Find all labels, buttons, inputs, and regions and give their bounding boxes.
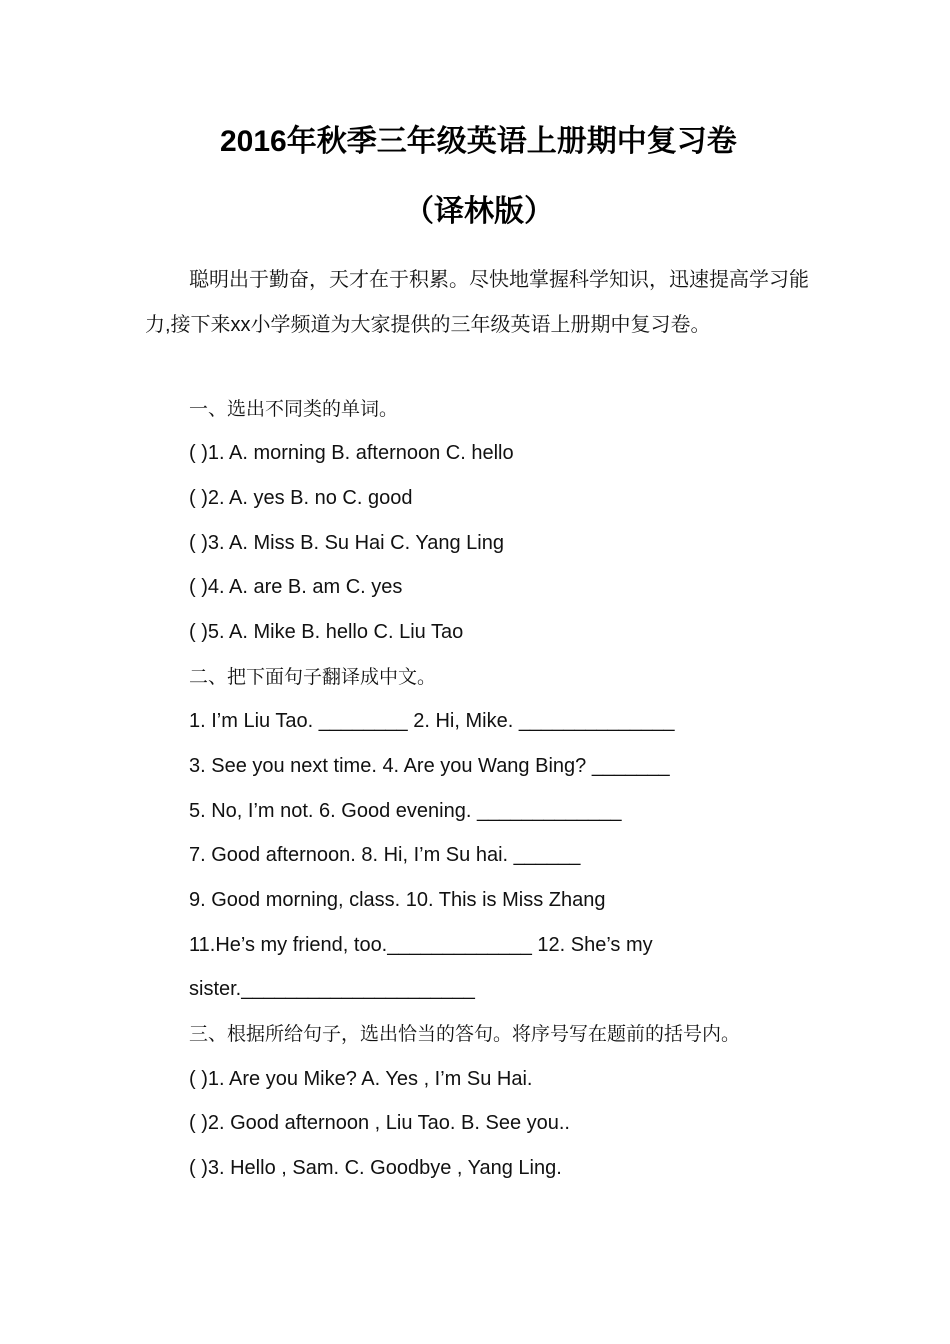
intro-paragraph: 聪明出于勤奋，天才在于积累。尽快地掌握科学知识，迅速提高学习能力,接下来xx小学频道为大家提供的三年级英语上册期中复习卷。 (145, 269, 809, 336)
section3-item: ( )3. Hello , Sam. C. Goodbye , Yang Ling. (189, 1157, 562, 1179)
section1-heading: 一、选出不同类的单词。 (189, 398, 399, 420)
section2-item: 5. No, I’m not. 6. Good evening. _____________ (189, 800, 622, 822)
section3-heading: 三、根据所给句子，选出恰当的答句。将序号写在题前的括号内。 (189, 1023, 741, 1045)
document-subtitle: （译林版） (404, 195, 554, 228)
section1-item: ( )5. A. Mike B. hello C. Liu Tao (189, 621, 464, 643)
section2-item: 3. See you next time. 4. Are you Wang Bing? _______ (189, 755, 670, 777)
section2-item: 1. I’m Liu Tao. ________ 2. Hi, Mike. ______________ (189, 710, 675, 732)
section1-item: ( )3. A. Miss B. Su Hai C. Yang Ling (189, 532, 504, 554)
section3-item: ( )1. Are you Mike? A. Yes , I’m Su Hai. (189, 1068, 533, 1090)
document-title: 2016年秋季三年级英语上册期中复习卷 (220, 125, 737, 158)
section1-item: ( )2. A. yes B. no C. good (189, 487, 413, 509)
section1-item: ( )4. A. are B. am C. yes (189, 576, 403, 598)
section2-item: 11.He’s my friend, too._____________ 12. She’s my (189, 934, 653, 956)
section2-heading: 二、把下面句子翻译成中文。 (189, 666, 437, 688)
section2-item: 7. Good afternoon. 8. Hi, I’m Su hai. ______ (189, 844, 581, 866)
section2-item: sister._____________________ (189, 978, 475, 1000)
section1-item: ( )1. A. morning B. afternoon C. hello (189, 442, 514, 464)
section2-item: 9. Good morning, class. 10. This is Miss Zhang (189, 889, 606, 911)
section3-item: ( )2. Good afternoon , Liu Tao. B. See you.. (189, 1112, 570, 1134)
